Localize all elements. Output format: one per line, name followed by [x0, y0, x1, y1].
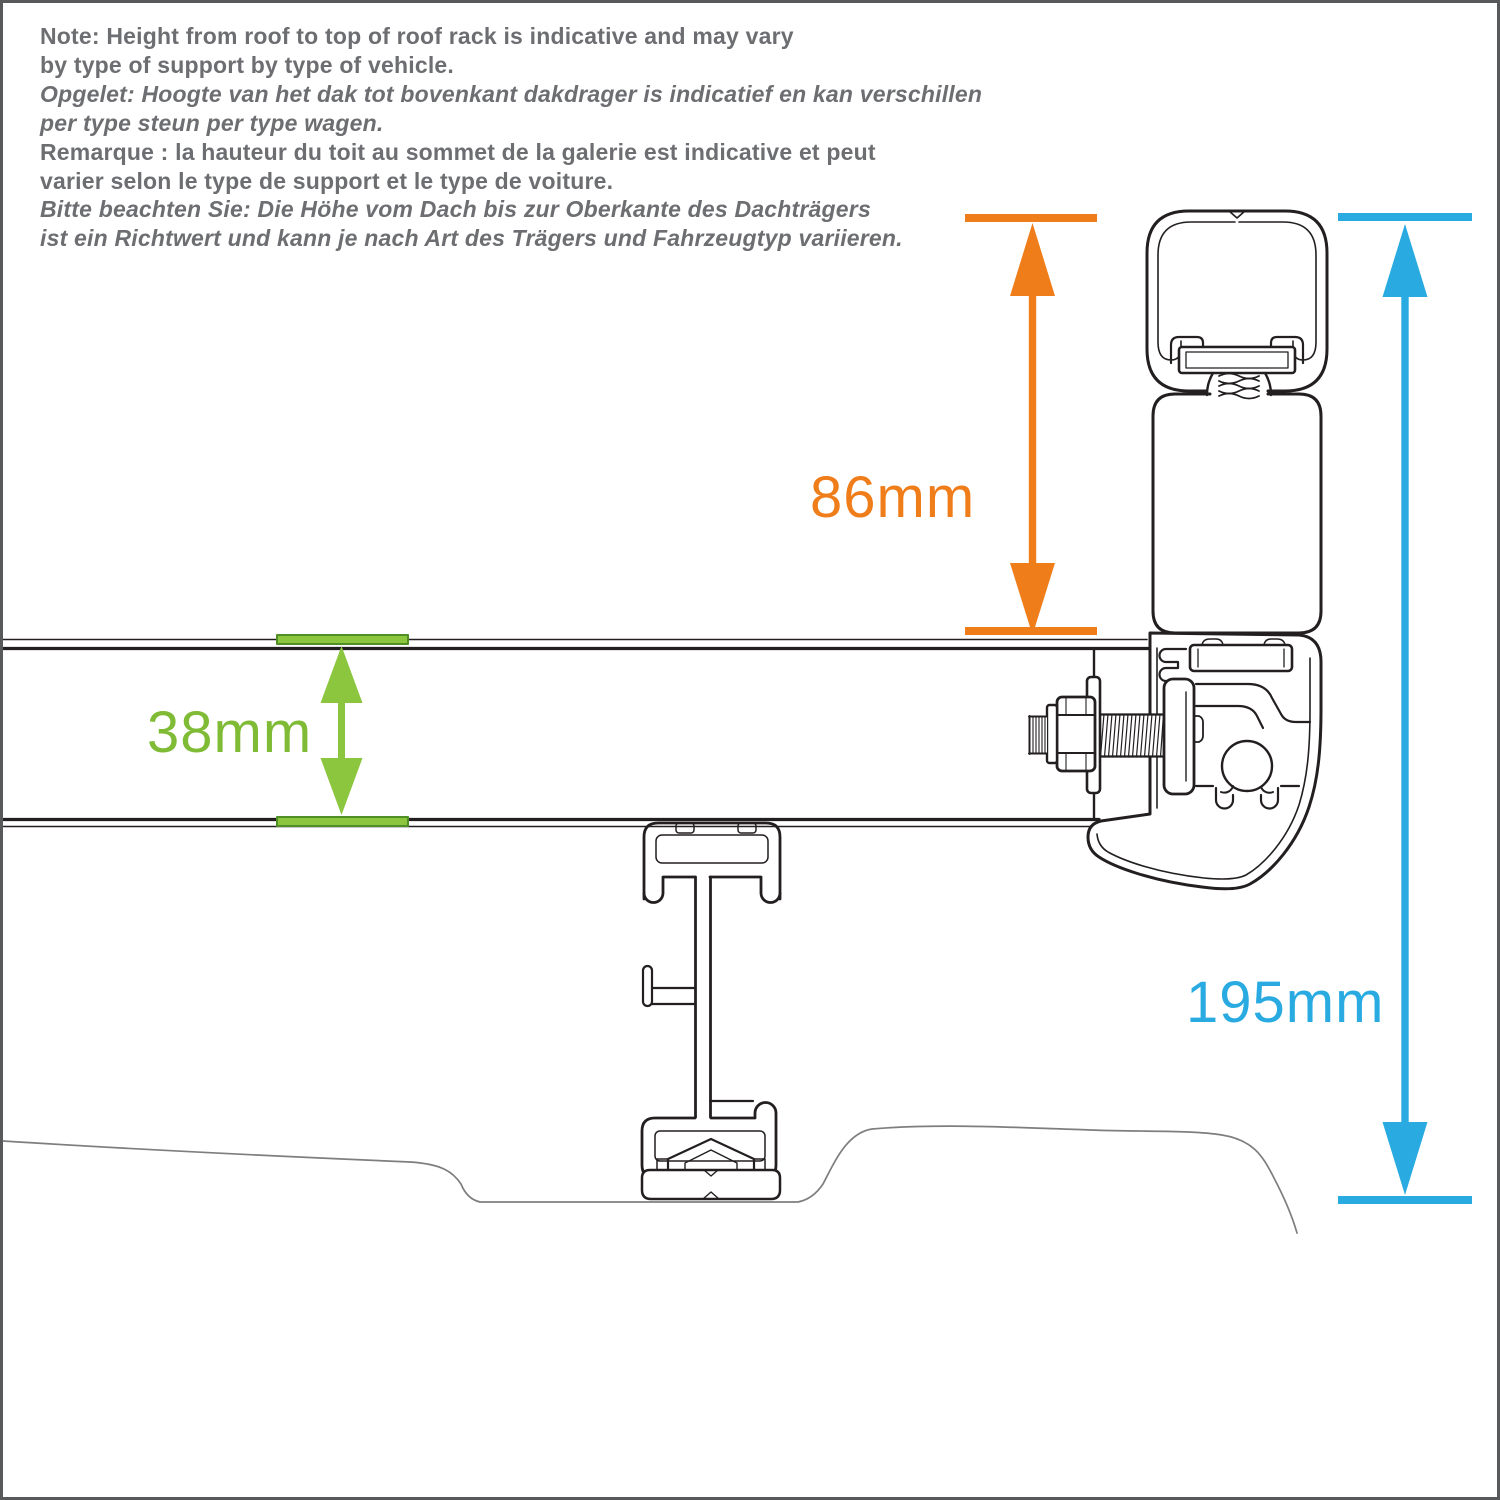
dimension-86mm-arrow	[965, 214, 1097, 635]
support-leg-body	[1153, 394, 1321, 633]
note-line-en-2: by type of support by type of vehicle.	[40, 51, 454, 78]
tick-195-bottom	[1338, 1196, 1472, 1204]
arrowhead-86-down	[1010, 563, 1055, 635]
arrowhead-195-down	[1383, 1122, 1428, 1195]
note-line-fr-1: Remarque : la hauteur du toit au sommet de la galerie est indicative et peut	[40, 138, 876, 165]
note-line-fr-2: varier selon le type de support et le type de voiture.	[40, 167, 614, 194]
clamp-arm	[1164, 679, 1194, 794]
arrowhead-86-up	[1010, 223, 1055, 296]
note-line-en-1: Note: Height from roof to top of roof rack is indicative and may vary	[40, 23, 794, 49]
note-line-nl-1: Opgelet: Hoogte van het dak tot bovenkant dakdrager is indicatief en kan verschillen	[40, 80, 983, 107]
arrowhead-38-up	[321, 646, 363, 703]
note-block	[40, 22, 982, 253]
note-line-nl-2: per type steun per type wagen.	[40, 109, 384, 136]
dimension-195mm-arrow	[1338, 213, 1472, 1204]
note-line-de-1: Bitte beachten Sie: Die Höhe vom Dach bis zur Oberkante des Dachträgers	[40, 196, 871, 223]
hex-nut	[1057, 697, 1095, 771]
note-line-de-2: ist ein Richtwert und kann je nach Art des Trägers und Fahrzeugtyp variieren.	[40, 225, 903, 252]
tick-195-top	[1338, 213, 1472, 221]
foot-clamp-profile	[1088, 633, 1321, 889]
dimension-label-86mm: 86mm	[810, 465, 976, 530]
tick-38-top	[277, 635, 408, 644]
tick-38-bottom	[277, 817, 408, 826]
bolt-and-nut	[1029, 677, 1203, 794]
fixpoint-adapter-profile	[642, 823, 780, 1199]
arrowhead-195-up	[1383, 224, 1428, 297]
roof-rack-rail-profile	[1147, 211, 1327, 399]
tick-86-top	[965, 214, 1097, 222]
dimension-label-38mm: 38mm	[147, 700, 313, 765]
dimension-label-195mm: 195mm	[1186, 970, 1385, 1035]
washer	[1047, 705, 1057, 763]
arrowhead-38-down	[321, 758, 363, 815]
